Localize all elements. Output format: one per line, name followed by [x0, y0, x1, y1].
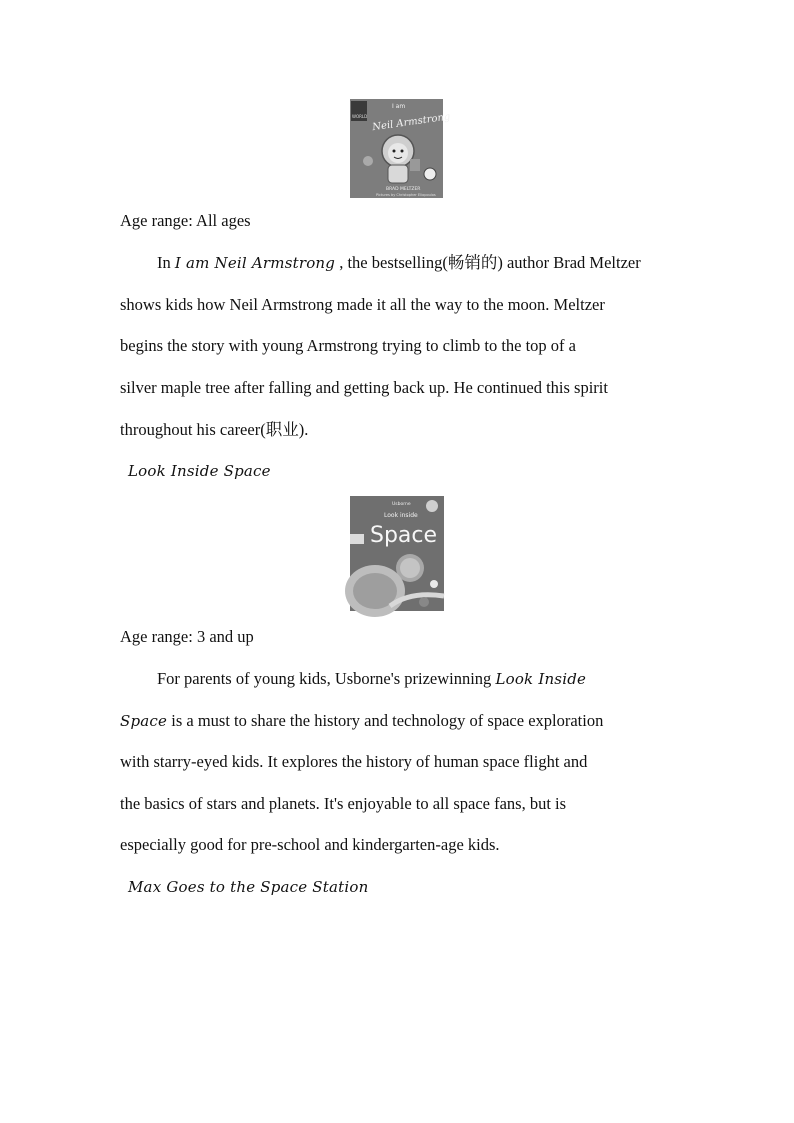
cover-big-title: Neil Armstrong	[371, 111, 451, 134]
book1-title-inline: I am Neil Armstrong	[174, 254, 336, 272]
book1-paragraph-line-4: silver maple tree after falling and getting back up. He continued this spirit	[120, 378, 608, 397]
book3-heading: Max Goes to the Space Station	[128, 878, 369, 896]
book2-paragraph-line-1: For parents of young kids, Usborne's prizewinning Look Inside	[157, 669, 587, 688]
book1-paragraph-line-1: In I am Neil Armstrong , the bestselling(畅销的) author Brad Meltzer	[157, 253, 641, 272]
cover2-small-title: Look inside	[384, 512, 418, 519]
cover-series-badge: WORLD	[352, 114, 368, 119]
cover-illustrator: Pictures by Christopher Eliopoulos	[376, 193, 436, 197]
cover2-publisher: Usborne	[392, 502, 411, 507]
book2-paragraph-line-5: especially good for pre-school and kindergarten-age kids.	[120, 835, 500, 854]
book2-paragraph-line-3: with starry-eyed kids. It explores the history of human space flight and	[120, 752, 588, 771]
book2-title-inline-part2: Space	[120, 712, 168, 730]
book1-paragraph-line-2: shows kids how Neil Armstrong made it all the way to the moon. Meltzer	[120, 295, 605, 314]
book1-paragraph-line-3: begins the story with young Armstrong trying to climb to the top of a	[120, 336, 576, 355]
book1-age-range: Age range: All ages	[120, 211, 251, 230]
book-cover-neil-armstrong	[350, 99, 451, 198]
book2-paragraph-line-4: the basics of stars and planets. It's enjoyable to all space fans, but is	[120, 794, 567, 813]
book2-paragraph-line-2: Space is a must to share the history and technology of space exploration	[120, 711, 604, 730]
book2-title-inline-part1: Look Inside	[495, 670, 587, 688]
book1-paragraph-line-5: throughout his career(职业).	[120, 420, 309, 439]
cover-author: BRAD MELTZER	[386, 187, 421, 192]
cover2-big-title: Space	[370, 523, 438, 548]
book-cover-look-inside-space	[350, 496, 444, 611]
cover-small-title: I am	[392, 103, 406, 110]
book2-heading: Look Inside Space	[128, 462, 271, 480]
book2-age-range: Age range: 3 and up	[120, 627, 254, 646]
